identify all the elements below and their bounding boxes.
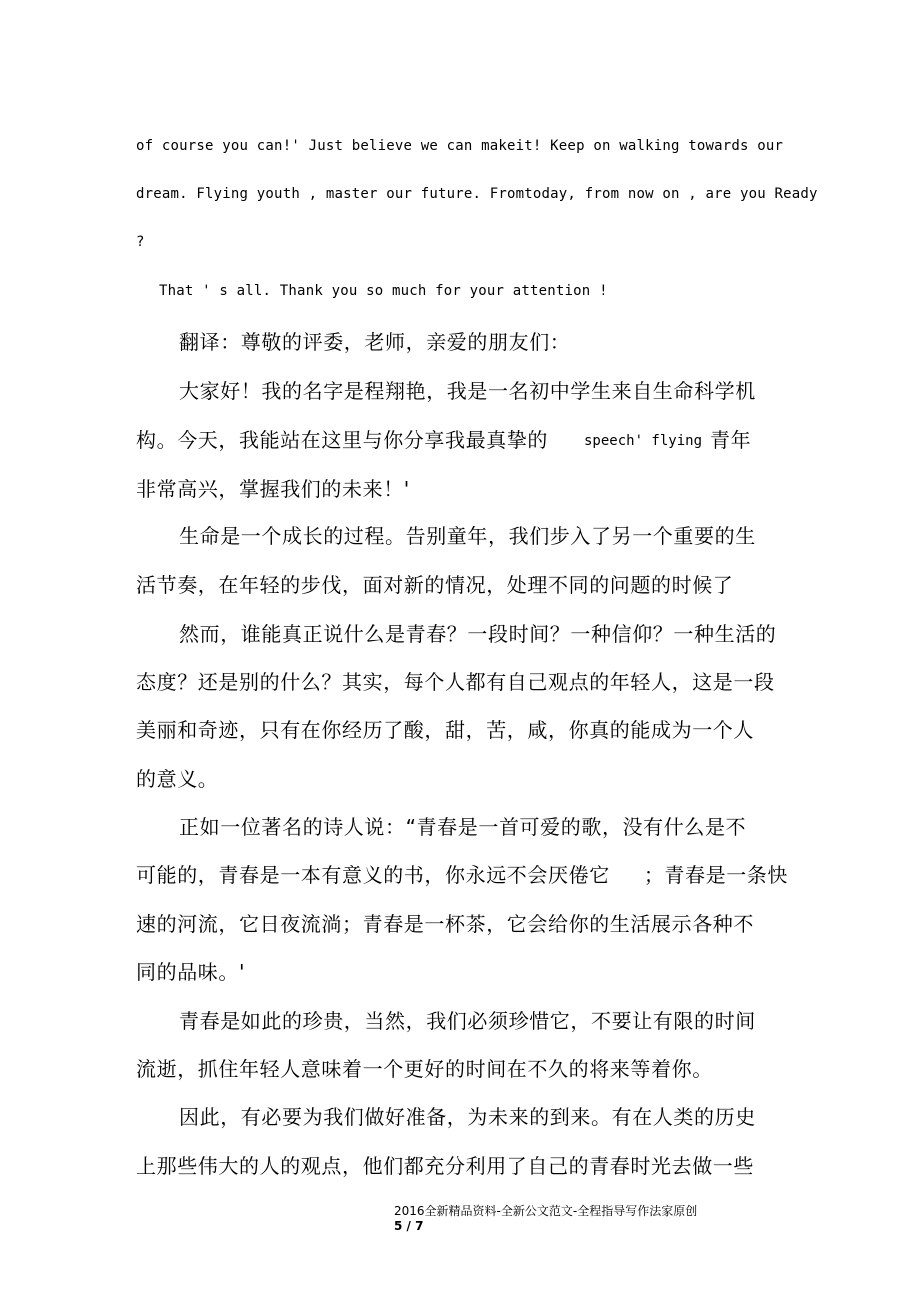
paragraph-5-line-2: 流逝，抓住年轻人意味着一个更好的时间在不久的将来等着你。 <box>136 1057 713 1081</box>
english-line-2: dream. Flying youth , master our future. Fromtoday, from now on , are you Ready <box>136 186 818 202</box>
paragraph-3-line-2: 态度？还是别的什么？其实，每个人都有自己观点的年轻人，这是一段 <box>136 670 775 694</box>
paragraph-1-line-2-start: 构。今天，我能站在这里与你分享我最真挚的 <box>136 428 548 452</box>
paragraph-4-line-4: 同的品味。' <box>136 960 246 984</box>
page-number: 5 / 7 <box>394 1219 424 1233</box>
paragraph-1-inline-english: speech' flying <box>584 433 703 449</box>
paragraph-3-line-4: 的意义。 <box>136 767 219 791</box>
paragraph-4-line-2-start: 可能的，青春是一本有意义的书，你永远不会厌倦它 <box>136 863 610 887</box>
paragraph-1-line-1: 大家好！我的名字是程翔艳，我是一名初中学生来自生命科学机 <box>179 379 756 403</box>
paragraph-2-line-2: 活节奏，在年轻的步伐，面对新的情况，处理不同的问题的时候了 <box>136 573 734 597</box>
paragraph-3-line-1: 然而，谁能真正说什么是青春？一段时间？一种信仰？一种生活的 <box>179 622 777 646</box>
paragraph-1-line-2 <box>136 424 751 453</box>
footer-source-text: 2016全新精品资料-全新公文范文-全程指导写作法家原创 <box>394 1204 698 1218</box>
paragraph-6-line-1: 因此，有必要为我们做好准备，为未来的到来。有在人类的历史 <box>179 1105 756 1129</box>
english-line-4: That ' s all. Thank you so much for your attention ! <box>159 283 608 299</box>
paragraph-4-line-2-end: ；青春是一条快 <box>643 863 789 887</box>
paragraph-1-line-3: 非常高兴，掌握我们的未来！' <box>136 477 410 501</box>
paragraph-1-line-2-end: 青年 <box>710 428 752 452</box>
english-line-3: ? <box>136 234 145 250</box>
paragraph-6-line-2: 上那些伟大的人的观点，他们都充分利用了自己的青春时光去做一些 <box>136 1154 754 1178</box>
english-line-1: of course you can!' Just believe we can makeit! Keep on walking towards our <box>136 138 784 154</box>
paragraph-5-line-1: 青春是如此的珍贵，当然，我们必须珍惜它，不要让有限的时间 <box>179 1009 756 1033</box>
translation-heading: 翻译：尊敬的评委，老师，亲爱的朋友们： <box>179 330 571 354</box>
paragraph-3-line-3: 美丽和奇迹，只有在你经历了酸，甜，苦，咸，你真的能成为一个人 <box>136 718 754 742</box>
paragraph-4-line-1: 正如一位著名的诗人说：“青春是一首可爱的歌，没有什么是不 <box>179 815 747 839</box>
paragraph-4-line-2 <box>136 859 788 888</box>
paragraph-2-line-1: 生命是一个成长的过程。告别童年，我们步入了另一个重要的生 <box>179 524 756 548</box>
paragraph-4-line-3: 速的河流，它日夜流淌；青春是一杯茶，它会给你的生活展示各种不 <box>136 912 754 936</box>
